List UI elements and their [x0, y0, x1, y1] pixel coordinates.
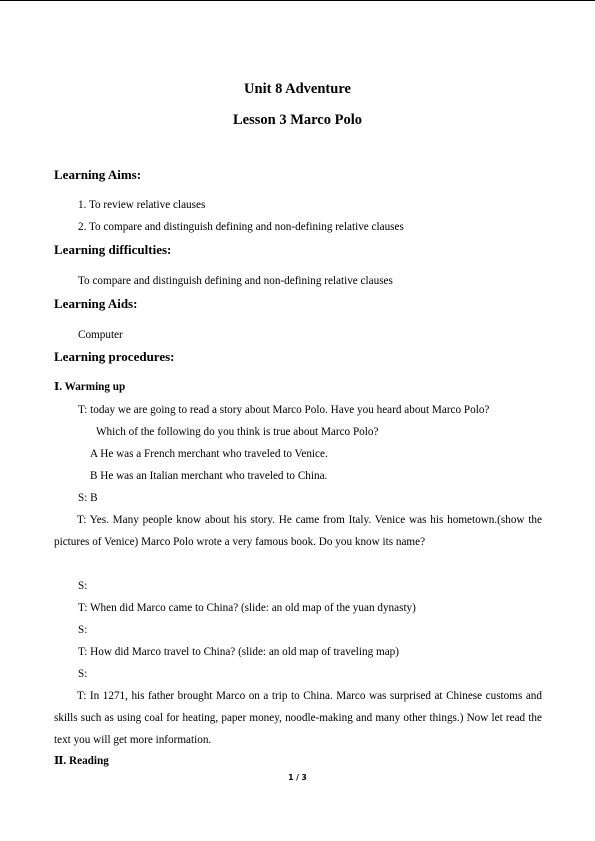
- learning-procedures-heading: Learning procedures:: [54, 349, 175, 364]
- aim-item-1: 1. To review relative clauses: [78, 199, 206, 211]
- learning-aids-text: Computer: [78, 329, 123, 341]
- dialogue-line: S:: [78, 580, 88, 592]
- aim-item-2: 2. To compare and distinguish defining and non-defining relative clauses: [78, 221, 404, 233]
- dialogue-line: S: B: [78, 492, 98, 504]
- dialogue-line: T: today we are going to read a story about Marco Polo. Have you heard about Marco Polo?: [78, 404, 490, 416]
- learning-aims-heading: Learning Aims:: [54, 167, 142, 182]
- reading-heading: Ⅱ. Reading: [54, 755, 109, 767]
- learning-difficulties-text: To compare and distinguish defining and non-defining relative clauses: [78, 275, 393, 287]
- dialogue-line: Which of the following do you think is true about Marco Polo?: [96, 426, 379, 438]
- warming-up-heading: Ⅰ. Warming up: [54, 381, 126, 393]
- dialogue-paragraph-1: T: Yes. Many people know about his story. He came from Italy. Venice was his hometown.(show the pictures of Venice) Marco Polo wrote a very famous book. Do you know its name?: [54, 514, 542, 548]
- page-number: 1 / 3: [288, 773, 307, 782]
- document-title: Unit 8 Adventure: [244, 81, 351, 97]
- option-a: A He was a French merchant who traveled to Venice.: [90, 448, 328, 460]
- learning-aids-heading: Learning Aids:: [54, 296, 138, 311]
- dialogue-line: T: When did Marco came to China? (slide: an old map of the yuan dynasty): [78, 602, 416, 614]
- option-b: B He was an Italian merchant who traveled to China.: [90, 470, 328, 482]
- learning-difficulties-heading: Learning difficulties:: [54, 242, 172, 257]
- header-rule: [0, 0, 595, 1]
- dialogue-line: S:: [78, 624, 88, 636]
- dialogue-line: T: How did Marco travel to China? (slide: an old map of traveling map): [78, 646, 399, 658]
- dialogue-paragraph-2: T: In 1271, his father brought Marco on a trip to China. Marco was surprised at Chinese customs and skills such as using coal for heating, paper money, noodle-making and many other things.) Now let read the text you will get more information.: [54, 690, 542, 746]
- document-subtitle: Lesson 3 Marco Polo: [232, 112, 362, 128]
- dialogue-line: S:: [78, 668, 88, 680]
